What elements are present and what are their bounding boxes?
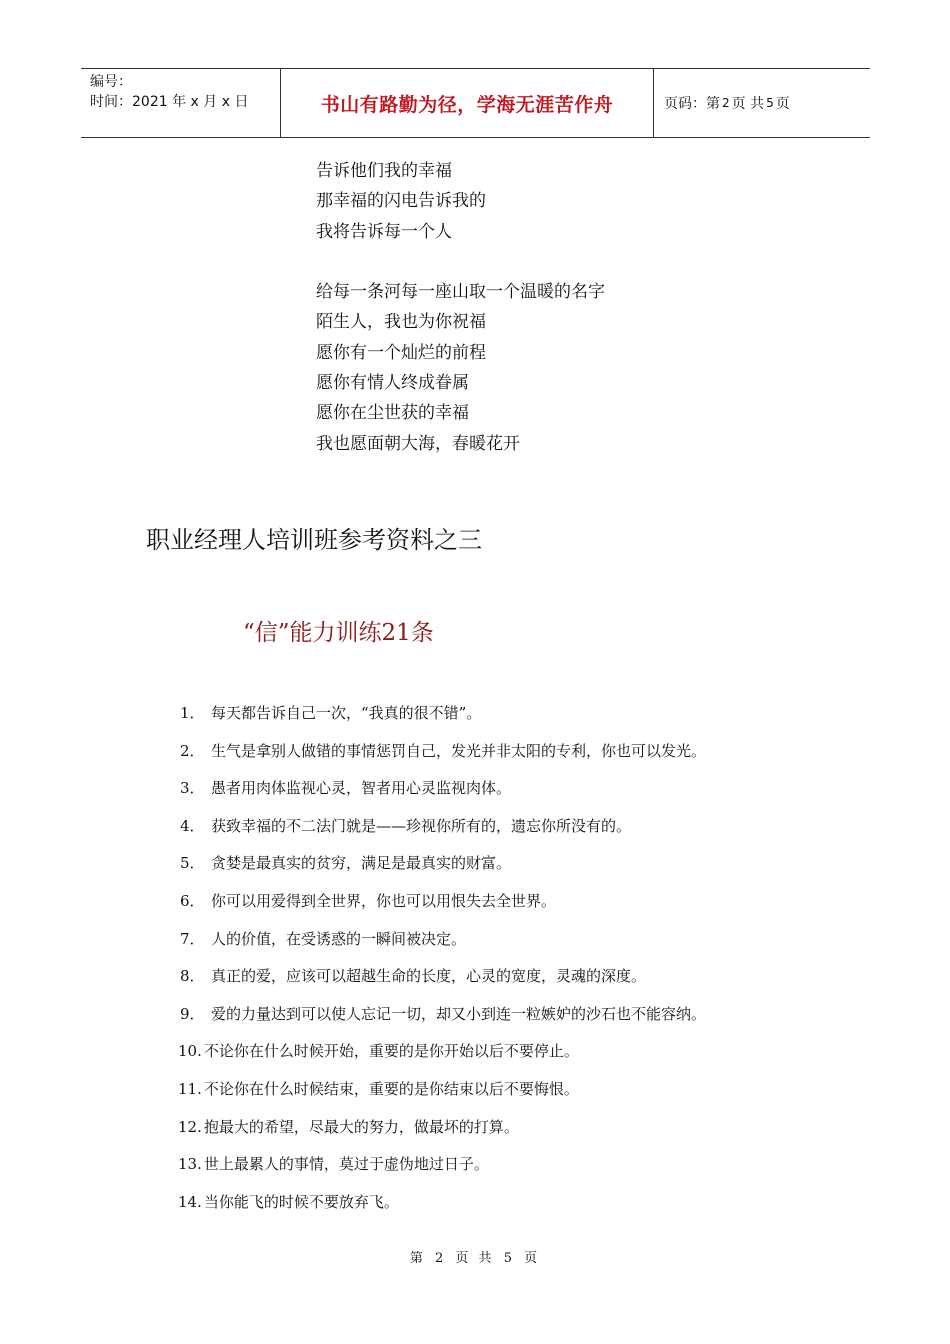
item-number: 11.: [178, 1079, 202, 1098]
section-title: 职业经理人培训班参考资料之三: [146, 526, 482, 554]
list-item: [178, 775, 706, 813]
list-item: [178, 700, 706, 738]
list-item: [178, 1038, 706, 1076]
item-number: 14.: [178, 1192, 202, 1211]
item-text: 抱最大的希望，尽最大的努力，做最坏的打算。: [203, 1117, 519, 1136]
header-motto: 书山有路勤为径，学海无涯苦作舟: [281, 69, 654, 137]
item-number: 12.: [178, 1117, 202, 1136]
item-text: 当你能飞的时候不要放弃飞。: [203, 1192, 399, 1211]
item-number: 13.: [178, 1155, 202, 1174]
item-text: 每天都告诉自己一次，“我真的很不错”。: [211, 704, 482, 722]
poem-line: 愿你在尘世获的幸福: [316, 403, 469, 424]
header-page-number: [654, 69, 870, 137]
page-total: 5: [766, 96, 774, 110]
item-text: 你可以用爱得到全世界，你也可以用恨失去全世界。: [211, 891, 557, 910]
list-item: [178, 1189, 706, 1227]
item-text: 不论你在什么时候结束，重要的是你结束以后不要悔恨。: [203, 1079, 579, 1098]
poem-line: 陌生人，我也为你祝福: [316, 312, 486, 333]
poem-line: 我将告诉每一个人: [316, 221, 452, 242]
item-number: 4．: [180, 816, 205, 835]
item-text: 爱的力量达到可以使人忘记一切，却又小到连一粒嫉妒的沙石也不能容纳。: [211, 1004, 707, 1023]
sub-title: “信”能力训练21条: [243, 620, 434, 646]
footer-prefix: 第: [409, 1251, 426, 1266]
list-item: [178, 1001, 706, 1039]
item-number: 9．: [180, 1004, 205, 1023]
item-text: 人的价值，在受诱惑的一瞬间被决定。: [211, 929, 467, 948]
serial-label: 编号：: [90, 74, 132, 90]
header-meta-cell: [81, 69, 281, 137]
footer-current: 2: [435, 1251, 447, 1266]
time-label: 时间：: [90, 94, 132, 110]
list-item: [178, 738, 706, 776]
footer-suffix: 页: [524, 1251, 541, 1266]
item-text: 贪婪是最真实的贫穷，满足是最真实的财富。: [211, 854, 512, 873]
footer-mid: 页 共: [455, 1251, 495, 1266]
item-number: 5．: [180, 854, 205, 873]
item-text: 生气是拿别人做错的事情惩罚自己，发光并非太阳的专利，你也可以发光。: [211, 741, 707, 760]
list-item: [178, 813, 706, 851]
stanza-gap: [316, 247, 605, 277]
poem-line: 我也愿面朝大海，春暖花开: [316, 433, 520, 454]
poem-line: 愿你有一个灿烂的前程: [316, 342, 486, 363]
item-text: 真正的爱，应该可以超越生命的长度，心灵的宽度，灵魂的深度。: [211, 967, 647, 986]
page-mid: 页 共: [731, 96, 765, 112]
item-number: 1．: [180, 704, 205, 722]
item-text: 不论你在什么时候开始，重要的是你开始以后不要停止。: [203, 1042, 579, 1061]
page-footer: [0, 1247, 950, 1266]
footer-total: 5: [503, 1251, 515, 1266]
list-item: [178, 1151, 706, 1189]
numbered-list: [178, 700, 706, 1226]
page-suffix: 页: [775, 96, 790, 112]
page-prefix: 页码：第: [664, 96, 720, 112]
poem-line: 告诉他们我的幸福: [316, 161, 452, 181]
list-item: [178, 1114, 706, 1152]
poem-line: 那幸福的闪电告诉我的: [316, 191, 486, 212]
time-line: [90, 92, 280, 112]
item-text: 愚者用肉体监视心灵，智者用心灵监视肉体。: [211, 779, 512, 798]
item-text: 获致幸福的不二法门就是——珍视你所有的，遗忘你所没有的。: [211, 816, 632, 835]
item-number: 3．: [180, 779, 205, 798]
item-number: 10.: [178, 1042, 202, 1061]
item-number: 7．: [180, 929, 205, 948]
document-header: [81, 68, 870, 138]
list-item: [178, 1076, 706, 1114]
poem-line: 愿你有情人终成眷属: [316, 373, 469, 394]
poem: [316, 156, 605, 459]
item-number: 6．: [180, 891, 205, 910]
item-text: 世上最累人的事情，莫过于虚伪地过日子。: [203, 1155, 489, 1174]
poem-line: 给每一条河每一座山取一个温暖的名字: [316, 282, 605, 303]
item-number: 2．: [180, 741, 205, 760]
list-item: [178, 850, 706, 888]
list-item: [178, 888, 706, 926]
time-value: 2021 年 x 月 x 日: [132, 94, 249, 110]
page-current: 2: [722, 96, 730, 110]
item-number: 8．: [180, 967, 205, 986]
list-item: [178, 963, 706, 1001]
list-item: [178, 926, 706, 964]
